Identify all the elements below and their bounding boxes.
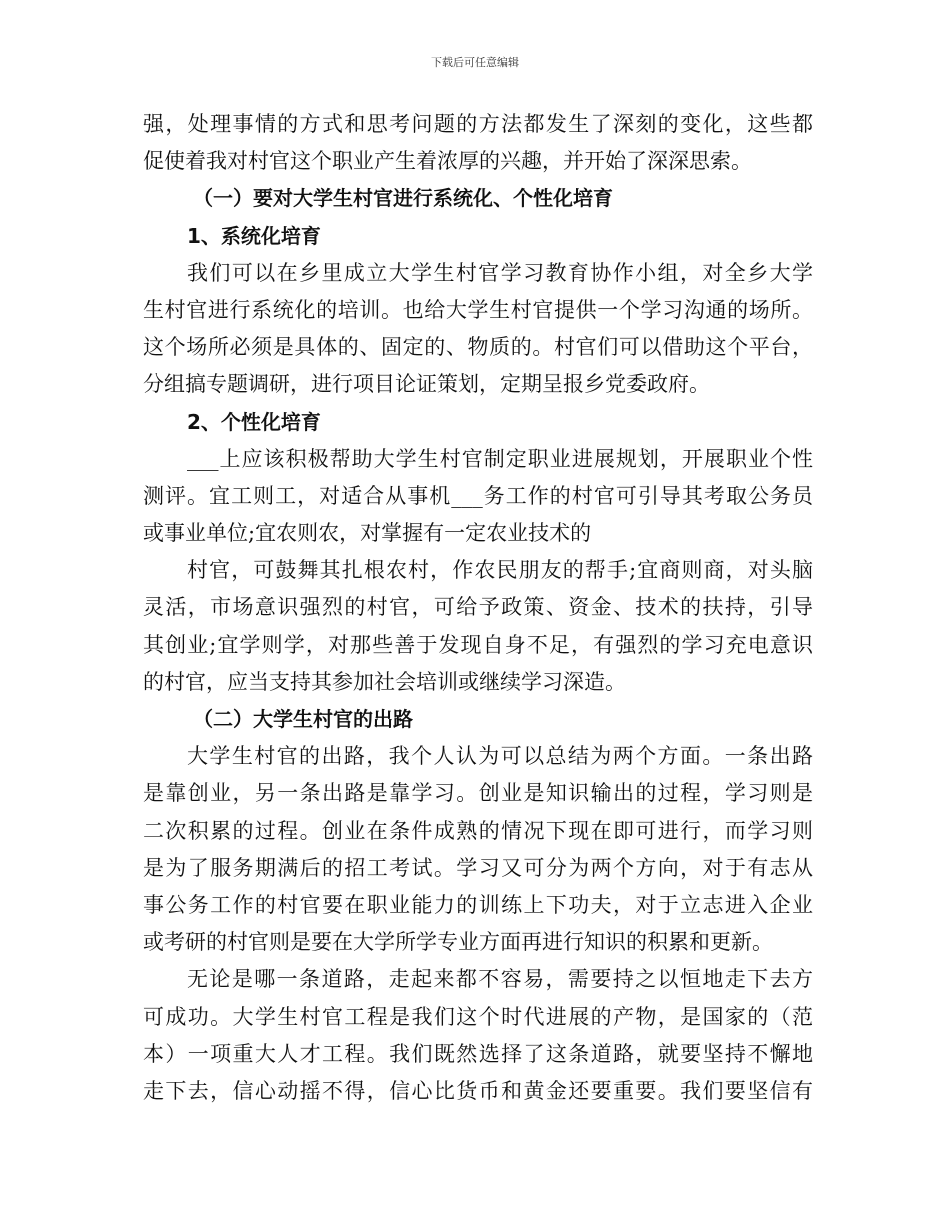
- paragraph-first-line: 大学生村官的出路，我个人认为可以总结为两个方面。一条出路: [187, 744, 813, 769]
- body-line: 灵活，市场意识强烈的村官，可给予政策、资金、技术的扶持，引导: [143, 595, 813, 620]
- paragraph-first-line: ___上应该积极帮助大学生村官制定职业进展规划，开展职业个性: [187, 446, 813, 471]
- body-line: 测评。宜工则工，对适合从事机___务工作的村官可引导其考取公务员: [143, 483, 813, 508]
- body-line: 生村官进行系统化的培训。也给大学生村官提供一个学习沟通的场所。: [143, 297, 813, 322]
- body-line: 的村官，应当支持其参加社会培训或继续学习深造。: [143, 669, 626, 694]
- paragraph-first-line: 无论是哪一条道路，走起来都不容易，需要持之以恒地走下去方: [187, 967, 813, 992]
- document-body: [143, 106, 813, 1110]
- subsection-heading: 2、个性化培育: [187, 409, 321, 434]
- body-line: 是为了服务期满后的招工考试。学习又可分为两个方向，对于有志从: [143, 855, 813, 880]
- body-line: 分组搞专题调研，进行项目论证策划，定期呈报乡党委政府。: [143, 372, 710, 397]
- body-line: 其创业;宜学则学，对那些善于发现自身不足，有强烈的学习充电意识: [143, 632, 813, 657]
- body-line: 或事业单位;宜农则农，对掌握有一定农业技术的: [143, 521, 592, 546]
- body-line: 促使着我对村官这个职业产生着浓厚的兴趣，并开始了深深思索。: [143, 149, 752, 174]
- body-line: 这个场所必须是具体的、固定的、物质的。村官们可以借助这个平台，: [143, 335, 813, 360]
- section-heading: （一）要对大学生村官进行系统化、个性化培育: [193, 186, 613, 211]
- body-line: 可成功。大学生村官工程是我们这个时代进展的产物，是国家的（范: [143, 1004, 813, 1029]
- body-line: 二次积累的过程。创业在条件成熟的情况下现在即可进行，而学习则: [143, 818, 813, 843]
- paragraph-first-line: 村官，可鼓舞其扎根农村，作农民朋友的帮手;宜商则商，对头脑: [187, 558, 813, 583]
- body-line: 本）一项重大人才工程。我们既然选择了这条道路，就要坚持不懈地: [143, 1041, 813, 1066]
- page-header: 下载后可任意编辑: [431, 56, 519, 69]
- subsection-heading: 1、系统化培育: [187, 223, 321, 248]
- body-line: 强，处理事情的方式和思考问题的方法都发生了深刻的变化，这些都: [143, 112, 813, 136]
- body-line: 走下去，信心动摇不得，信心比货币和黄金还要重要。我们要坚信有: [143, 1078, 813, 1103]
- paragraph-first-line: 我们可以在乡里成立大学生村官学习教育协作小组，对全乡大学: [187, 260, 813, 285]
- body-line: 或考研的村官则是要在大学所学专业方面再进行知识的积累和更新。: [143, 930, 773, 955]
- body-line: 事公务工作的村官要在职业能力的训练上下功夫，对于立志进入企业: [143, 892, 813, 917]
- section-heading: （二）大学生村官的出路: [193, 707, 413, 731]
- body-line: 是靠创业，另一条出路是靠学习。创业是知识输出的过程，学习则是: [143, 781, 813, 806]
